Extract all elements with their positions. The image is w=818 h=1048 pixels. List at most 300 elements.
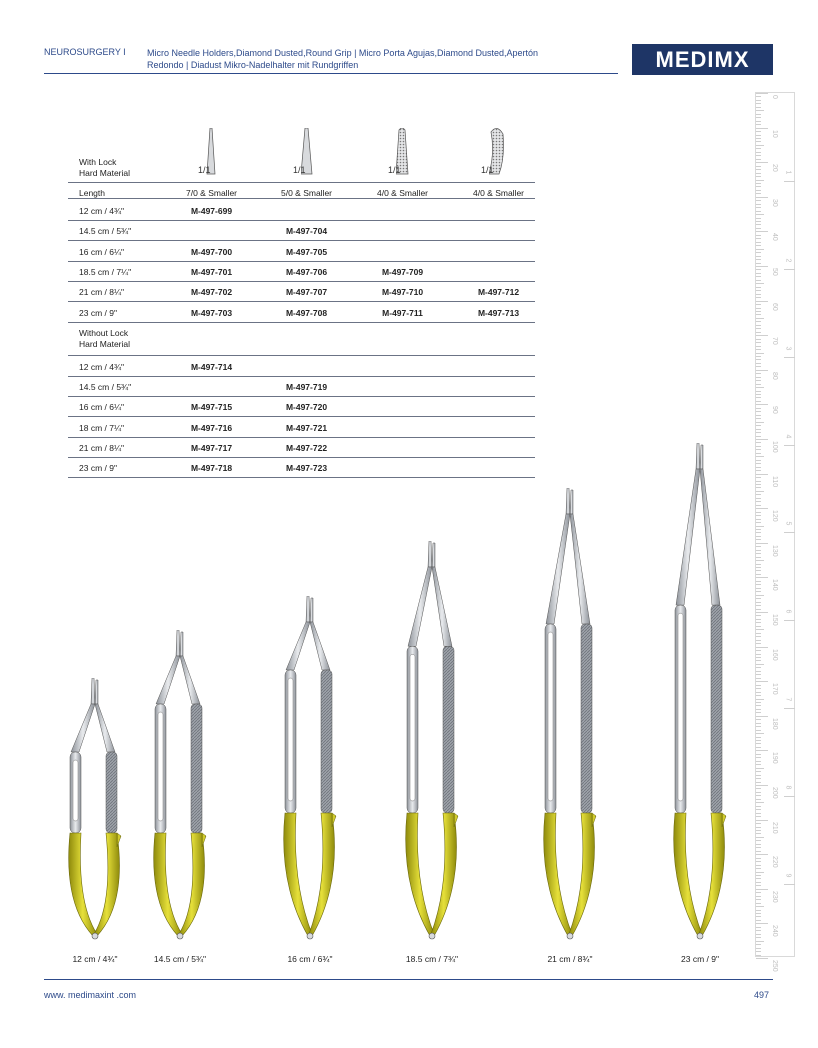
ruler-tick bbox=[756, 754, 761, 755]
ruler-tick bbox=[756, 532, 761, 533]
ruler-tick bbox=[756, 121, 761, 122]
ruler-tick bbox=[756, 622, 761, 623]
ruler-tick bbox=[756, 785, 768, 786]
without-lock-group-label-line: Without Lock bbox=[79, 327, 129, 338]
ruler-tick bbox=[756, 944, 761, 945]
ruler-inch-tick bbox=[784, 884, 795, 885]
ruler-tick bbox=[756, 304, 761, 305]
ruler-tick bbox=[756, 636, 761, 637]
ruler-tick bbox=[756, 903, 761, 904]
ruler-tick bbox=[756, 411, 761, 412]
ruler-tick bbox=[756, 657, 761, 658]
ruler-tick bbox=[756, 899, 761, 900]
ruler-tick bbox=[756, 446, 761, 447]
needle-holder-illustration bbox=[384, 541, 480, 949]
ruler-tick bbox=[756, 283, 764, 284]
ruler-tick bbox=[756, 937, 761, 938]
ruler-tick bbox=[756, 103, 761, 104]
ruler-tick bbox=[756, 266, 768, 267]
ruler-tick bbox=[756, 640, 761, 641]
ruler-tick bbox=[756, 353, 764, 354]
ruler-tick bbox=[756, 335, 768, 336]
table-row bbox=[68, 282, 535, 302]
row-length: 16 cm / 6¼" bbox=[79, 246, 125, 257]
product-code: M-497-712 bbox=[477, 287, 520, 298]
ruler-cm-label: 180 bbox=[771, 717, 778, 730]
ruler-tick bbox=[756, 190, 761, 191]
ruler-tick bbox=[756, 152, 761, 153]
needle-holder-illustration bbox=[50, 678, 140, 949]
instrument-caption: 23 cm / 9" bbox=[681, 954, 719, 964]
ruler-inch-label: 9 bbox=[784, 873, 792, 878]
ruler-tick bbox=[756, 162, 768, 163]
ruler-tick bbox=[756, 699, 764, 700]
ruler-tick bbox=[756, 501, 761, 502]
ruler-inch-label: 5 bbox=[784, 521, 792, 526]
row-length: 21 cm / 8¼" bbox=[79, 287, 125, 298]
ruler-tick bbox=[756, 415, 761, 416]
row-length: 12 cm / 4¾" bbox=[79, 206, 125, 216]
ruler-tick bbox=[756, 197, 768, 198]
table-row bbox=[68, 458, 535, 478]
ruler-tick bbox=[756, 311, 761, 312]
row-length: 16 cm / 6¼" bbox=[79, 402, 125, 413]
ruler-cm-label: 170 bbox=[771, 683, 778, 695]
ruler-tick bbox=[756, 892, 761, 893]
ruler-tick bbox=[756, 481, 761, 482]
product-code: M-497-719 bbox=[285, 382, 328, 393]
ruler-tick bbox=[756, 567, 761, 568]
ruler-tick bbox=[756, 775, 761, 776]
ruler-tick bbox=[756, 619, 761, 620]
ruler-cm-label: 110 bbox=[771, 475, 778, 487]
ruler-tick bbox=[756, 799, 761, 800]
ruler-tick bbox=[756, 487, 761, 488]
ruler-tick bbox=[756, 328, 761, 329]
row-length: 18 cm / 7¼" bbox=[79, 422, 125, 433]
product-code: M-497-713 bbox=[477, 307, 520, 318]
ruler-tick bbox=[756, 647, 768, 648]
ruler-tick bbox=[756, 806, 761, 807]
ruler-tick bbox=[756, 688, 761, 689]
ruler-tick bbox=[756, 318, 764, 319]
ruler-cm-label: 200 bbox=[771, 787, 778, 799]
ruler-tick bbox=[756, 228, 761, 229]
table-row bbox=[68, 201, 535, 221]
ruler-tick bbox=[756, 505, 761, 506]
ruler-cm-label: 130 bbox=[771, 544, 778, 557]
row-length: 21 cm / 8¼" bbox=[79, 443, 125, 453]
ruler-tick bbox=[756, 477, 761, 478]
ruler-tick bbox=[756, 788, 761, 789]
ruler-tick bbox=[756, 795, 761, 796]
ruler-tick bbox=[756, 276, 761, 277]
ruler-tick bbox=[756, 740, 761, 741]
product-code: M-497-703 bbox=[190, 307, 233, 318]
ruler-tick bbox=[756, 308, 761, 309]
ruler-tick bbox=[756, 671, 761, 672]
ruler-tick bbox=[756, 207, 761, 208]
ruler-tick bbox=[756, 180, 764, 181]
ruler-tick bbox=[756, 709, 761, 710]
row-length: 12 cm / 4¾" bbox=[79, 361, 125, 372]
ruler-tick bbox=[756, 470, 761, 471]
product-code: M-497-709 bbox=[381, 266, 424, 277]
ruler-tick bbox=[756, 872, 764, 873]
ruler-cm-label: 210 bbox=[771, 821, 778, 834]
ruler-tick bbox=[756, 878, 761, 879]
ruler-tick bbox=[756, 854, 768, 855]
ruler-tick bbox=[756, 273, 761, 274]
ruler-cm-label: 70 bbox=[771, 337, 778, 345]
ruler-tick bbox=[756, 287, 761, 288]
ruler-tick bbox=[756, 93, 768, 94]
row-length: 14.5 cm / 5¾" bbox=[79, 382, 132, 393]
ruler-tick bbox=[756, 543, 768, 544]
ruler-tick bbox=[756, 218, 761, 219]
ruler-cm-label: 250 bbox=[771, 960, 778, 972]
ruler-tick bbox=[756, 269, 761, 270]
ruler-inch-label: 8 bbox=[784, 785, 792, 790]
row-length: 23 cm / 9" bbox=[79, 307, 117, 318]
ruler-tick bbox=[756, 366, 761, 367]
ruler-tick bbox=[756, 456, 764, 457]
ruler-tick bbox=[756, 110, 764, 111]
ruler-tick bbox=[756, 515, 761, 516]
product-code: M-497-701 bbox=[190, 266, 233, 277]
ruler-tick bbox=[756, 868, 761, 869]
table-row bbox=[68, 262, 535, 282]
product-code: M-497-710 bbox=[381, 287, 424, 298]
ruler-tick bbox=[756, 730, 761, 731]
ruler-tick bbox=[756, 916, 761, 917]
ruler-tick bbox=[756, 778, 761, 779]
ruler-tick bbox=[756, 536, 761, 537]
ruler-tick bbox=[756, 882, 761, 883]
title-line-2: Redondo | Diadust Mikro-Nadelhalter mit Rundgriffen bbox=[147, 60, 359, 70]
ruler-tick bbox=[756, 782, 761, 783]
ruler-tick bbox=[756, 100, 761, 101]
ruler-tick bbox=[756, 719, 761, 720]
product-code: M-497-722 bbox=[285, 443, 328, 453]
ruler-inch-label: 4 bbox=[784, 434, 792, 439]
needle-holder-illustration bbox=[521, 488, 619, 949]
ruler-tick bbox=[756, 294, 761, 295]
ruler-inch-tick bbox=[784, 532, 795, 533]
ruler-tick bbox=[756, 664, 764, 665]
ruler-tick bbox=[756, 550, 761, 551]
ruler-tick bbox=[756, 629, 764, 630]
ruler-tick bbox=[756, 633, 761, 634]
ruler-tick bbox=[756, 148, 761, 149]
ruler-inch-tick bbox=[784, 269, 795, 270]
ruler-tick bbox=[756, 145, 764, 146]
ruler-tick bbox=[756, 425, 761, 426]
ruler-tick bbox=[756, 591, 761, 592]
ruler-tick bbox=[756, 297, 761, 298]
ruler-tick bbox=[756, 743, 761, 744]
ruler-tick bbox=[756, 816, 761, 817]
with-lock-group-label-line: With Lock bbox=[79, 157, 117, 167]
suture-header: 5/0 & Smaller bbox=[280, 188, 333, 198]
ruler-tick bbox=[756, 356, 761, 357]
ruler-tick bbox=[756, 830, 761, 831]
ruler-tick bbox=[756, 844, 761, 845]
footer-rule bbox=[44, 979, 773, 980]
ruler-tick bbox=[756, 231, 768, 232]
ruler-tick bbox=[756, 546, 761, 547]
needle-holder-illustration bbox=[134, 630, 226, 949]
ruler-tick bbox=[756, 463, 761, 464]
product-code: M-497-707 bbox=[285, 287, 328, 298]
tip-scale-fraction: 1/1 bbox=[293, 165, 306, 175]
ruler-tick bbox=[756, 695, 761, 696]
ruler-tick bbox=[756, 827, 761, 828]
ruler-inch-label: 7 bbox=[784, 697, 792, 702]
table-row bbox=[68, 438, 535, 458]
ruler-inch-tick bbox=[784, 620, 795, 621]
footer-url[interactable]: www. medimaxint .com bbox=[44, 990, 137, 1000]
ruler-tick bbox=[756, 927, 761, 928]
ruler-tick bbox=[756, 342, 761, 343]
ruler-tick bbox=[756, 823, 761, 824]
ruler-tick bbox=[756, 626, 761, 627]
ruler-tick bbox=[756, 387, 764, 388]
ruler-tick bbox=[756, 643, 761, 644]
ruler-tick bbox=[756, 377, 761, 378]
page-number: 497 bbox=[754, 990, 770, 1000]
ruler-tick bbox=[756, 359, 761, 360]
ruler-tick bbox=[756, 858, 761, 859]
ruler-tick bbox=[756, 692, 761, 693]
needle-holder-illustration bbox=[650, 443, 750, 949]
ruler-cm-label: 30 bbox=[771, 198, 778, 207]
ruler-tick bbox=[756, 176, 761, 177]
ruler-tick bbox=[756, 930, 761, 931]
ruler-cm-label: 140 bbox=[771, 579, 778, 592]
ruler-tick bbox=[756, 865, 761, 866]
ruler-tick bbox=[756, 453, 761, 454]
ruler-tick bbox=[756, 948, 761, 949]
ruler-tick bbox=[756, 263, 761, 264]
ruler-tick bbox=[756, 256, 761, 257]
row-length: 14.5 cm / 5¾" bbox=[79, 226, 132, 237]
ruler-tick bbox=[756, 820, 768, 821]
ruler-tick bbox=[756, 716, 768, 717]
ruler-tick bbox=[756, 574, 761, 575]
ruler-tick bbox=[756, 235, 761, 236]
ruler-tick bbox=[756, 211, 761, 212]
ruler-tick bbox=[756, 249, 764, 250]
ruler-tick bbox=[756, 920, 761, 921]
table-header-row bbox=[68, 182, 535, 199]
ruler-tick bbox=[756, 397, 761, 398]
ruler-tick bbox=[756, 439, 768, 440]
with-lock-group-label-line: Hard Material bbox=[79, 168, 131, 178]
ruler-tick bbox=[756, 339, 761, 340]
ruler-tick bbox=[756, 138, 761, 139]
page-title bbox=[147, 47, 587, 71]
ruler-tick bbox=[756, 519, 761, 520]
ruler-tick bbox=[756, 467, 761, 468]
ruler-tick bbox=[756, 764, 761, 765]
with-lock-group-label bbox=[79, 157, 130, 179]
ruler-cm-label: 160 bbox=[771, 648, 778, 661]
product-code: M-497-721 bbox=[285, 422, 328, 433]
ruler-tick bbox=[756, 314, 761, 315]
ruler-tick bbox=[756, 221, 761, 222]
ruler-tick bbox=[756, 498, 761, 499]
table-row bbox=[68, 303, 535, 323]
ruler-tick bbox=[756, 442, 761, 443]
ruler-tick bbox=[756, 449, 761, 450]
ruler-tick bbox=[756, 418, 761, 419]
ruler-tick bbox=[756, 615, 761, 616]
ruler-tick bbox=[756, 529, 761, 530]
ruler-cm-label: 230 bbox=[771, 890, 778, 903]
instrument-caption: 18.5 cm / 7¾" bbox=[405, 954, 459, 964]
ruler-tick bbox=[756, 280, 761, 281]
ruler-tick bbox=[756, 588, 761, 589]
ruler-cm-label: 100 bbox=[771, 441, 778, 453]
ruler-tick bbox=[756, 539, 761, 540]
ruler-tick bbox=[756, 290, 761, 291]
ruler-tick bbox=[756, 598, 761, 599]
instrument-caption: 21 cm / 8¾" bbox=[547, 954, 593, 964]
ruler-tick bbox=[756, 660, 761, 661]
ruler-tick bbox=[756, 702, 761, 703]
ruler-tick bbox=[756, 259, 761, 260]
ruler-tick bbox=[756, 906, 764, 907]
ruler-inch-tick bbox=[784, 796, 795, 797]
ruler-tick bbox=[756, 847, 761, 848]
ruler-tick bbox=[756, 910, 761, 911]
instrument-caption: 16 cm / 6¾" bbox=[287, 954, 333, 964]
ruler-tick bbox=[756, 951, 761, 952]
table-row bbox=[68, 242, 535, 262]
ruler-tick bbox=[756, 726, 761, 727]
ruler-tick bbox=[756, 245, 761, 246]
ruler-tick bbox=[756, 394, 761, 395]
ruler-tick bbox=[756, 875, 761, 876]
product-code: M-497-702 bbox=[190, 287, 233, 298]
suture-header: 4/0 & Smaller bbox=[376, 188, 429, 198]
ruler-tick bbox=[756, 224, 761, 225]
header-rule bbox=[44, 73, 618, 74]
ruler-tick bbox=[756, 609, 761, 610]
ruler-cm-label: 240 bbox=[771, 925, 778, 938]
ruler-tick bbox=[756, 750, 768, 751]
title-line-1: Micro Needle Holders,Diamond Dusted,Round Grip | Micro Porta Agujas,Diamond Dusted,Apertón bbox=[147, 48, 539, 58]
ruler-tick bbox=[756, 346, 761, 347]
ruler-cm-label: 150 bbox=[771, 614, 778, 626]
ruler-tick bbox=[756, 135, 761, 136]
ruler-tick bbox=[756, 913, 761, 914]
ruler-tick bbox=[756, 771, 761, 772]
ruler-tick bbox=[756, 183, 761, 184]
table-row bbox=[68, 377, 535, 397]
ruler-tick bbox=[756, 436, 761, 437]
ruler-tick bbox=[756, 484, 761, 485]
without-lock-block bbox=[68, 323, 535, 356]
ruler-tick bbox=[756, 422, 764, 423]
ruler-tick bbox=[756, 861, 761, 862]
ruler-tick bbox=[756, 155, 761, 156]
product-code: M-497-700 bbox=[190, 246, 233, 257]
instrument-caption: 14.5 cm / 5¾" bbox=[153, 954, 207, 964]
ruler-tick bbox=[756, 747, 761, 748]
ruler-tick bbox=[756, 584, 761, 585]
ruler-tick bbox=[756, 494, 761, 495]
ruler-inch-label: 6 bbox=[784, 609, 792, 614]
ruler-tick bbox=[756, 889, 768, 890]
ruler-tick bbox=[756, 813, 761, 814]
ruler-inch-tick bbox=[784, 708, 795, 709]
ruler-inch-label: 2 bbox=[784, 258, 792, 263]
ruler-tick bbox=[756, 193, 761, 194]
ruler-tick bbox=[756, 373, 761, 374]
without-lock-group-label-line: Hard Material bbox=[79, 338, 131, 349]
ruler-tick bbox=[756, 941, 764, 942]
ruler-tick bbox=[756, 553, 761, 554]
product-code: M-497-705 bbox=[285, 246, 328, 257]
ruler-tick bbox=[756, 214, 764, 215]
ruler-tick bbox=[756, 141, 761, 142]
measurement-ruler bbox=[755, 92, 795, 972]
product-code: M-497-720 bbox=[285, 402, 328, 413]
ruler-tick bbox=[756, 934, 761, 935]
ruler-tick bbox=[756, 757, 761, 758]
ruler-tick bbox=[756, 896, 761, 897]
ruler-tick bbox=[756, 678, 761, 679]
length-header: Length bbox=[79, 188, 105, 198]
ruler-tick bbox=[756, 712, 761, 713]
ruler-tick bbox=[756, 602, 761, 603]
ruler-tick bbox=[756, 685, 761, 686]
table-row bbox=[68, 418, 535, 438]
ruler-tick bbox=[756, 96, 761, 97]
ruler-cm-label: 90 bbox=[771, 406, 778, 415]
ruler-cm-label: 50 bbox=[771, 268, 778, 276]
ruler-tick bbox=[756, 114, 761, 115]
product-code: M-497-704 bbox=[285, 226, 328, 237]
ruler-tick bbox=[756, 837, 764, 838]
ruler-tick bbox=[756, 204, 761, 205]
ruler-tick bbox=[756, 200, 761, 201]
brand-logo: MEDIMX bbox=[632, 44, 773, 75]
ruler-tick bbox=[756, 325, 761, 326]
ruler-tick bbox=[756, 401, 761, 402]
ruler-tick bbox=[756, 321, 761, 322]
ruler-tick bbox=[756, 612, 768, 613]
ruler-tick bbox=[756, 595, 764, 596]
ruler-tick bbox=[756, 432, 761, 433]
ruler-tick bbox=[756, 512, 761, 513]
tip-scale-fraction: 1/1 bbox=[388, 165, 401, 175]
product-code: M-497-715 bbox=[190, 402, 233, 413]
ruler-tick bbox=[756, 332, 761, 333]
needle-holder-illustration bbox=[263, 596, 357, 949]
ruler-tick bbox=[756, 128, 768, 129]
ruler-tick bbox=[756, 650, 761, 651]
ruler-tick bbox=[756, 363, 761, 364]
ruler-tick bbox=[756, 117, 761, 118]
ruler-tick bbox=[756, 768, 764, 769]
tip-scale-fraction: 1/1 bbox=[481, 165, 494, 175]
tip-scale-fraction: 1/1 bbox=[198, 165, 211, 175]
ruler-tick bbox=[756, 370, 768, 371]
ruler-tick bbox=[756, 508, 768, 509]
